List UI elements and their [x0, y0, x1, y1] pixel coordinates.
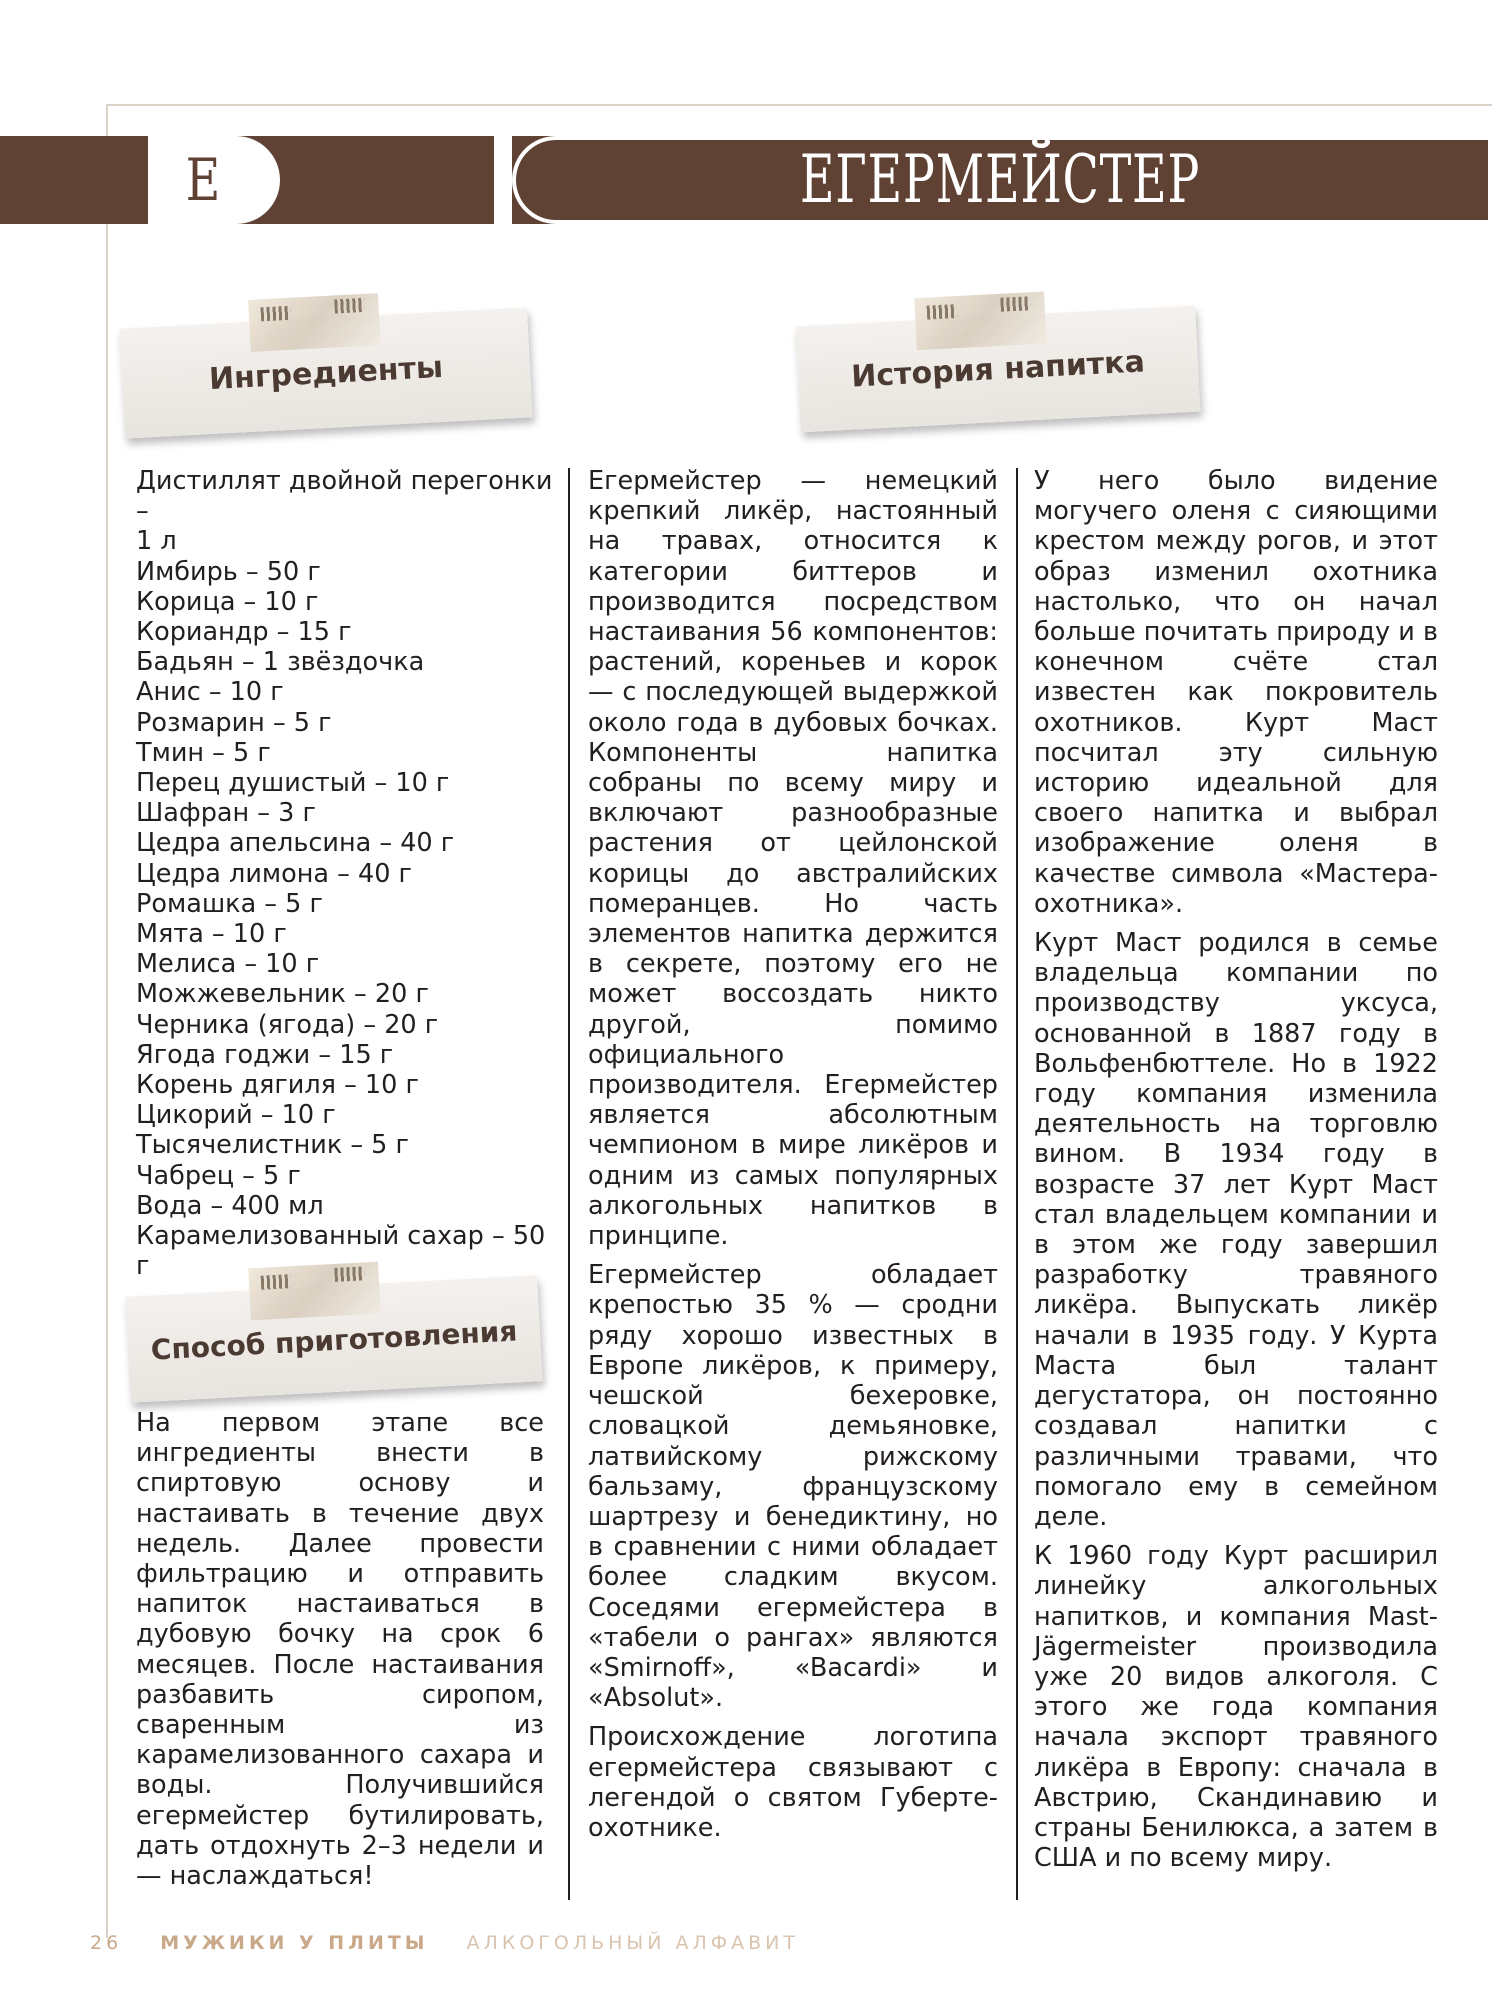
history-column-middle — [588, 466, 998, 1852]
history-heading: История напитка — [850, 344, 1146, 395]
history-paragraph: У него было видение могучего оленя с сияющими крестом между рогов, и этот образ изменил охотника настолько, что он начал больше почитать природу и в конечном счёте стал известен как покровитель охотников. Курт Маст посчитал эту сильную историю идеальной для своего напитка и выбрал изображение оленя в качестве символа «Мастера-охотника». — [1034, 466, 1438, 919]
ingredients-heading: Ингредиенты — [208, 349, 444, 398]
ingredient-item: Мята – 10 г — [136, 919, 287, 950]
ingredient-item: Шафран – 3 г — [136, 798, 316, 829]
section-letter: Е — [185, 146, 221, 214]
ingredient-item: Можжевельник – 20 г — [136, 979, 429, 1010]
tape-mark — [260, 306, 291, 322]
ingredients-list — [136, 466, 556, 1281]
ingredient-item: Ягода годжи – 15 г — [136, 1039, 394, 1070]
method-text: На первом этапе все ингредиенты внести в спиртовую основу и настаивать в течение двух недель. Далее провести фильтрацию и отправить напиток настаиваться в дубовую бочку на срок 6 месяцев. После настаивания разбавить сиропом, сваренным из карамелизованного сахара и воды. Получившийся егермейстер бутилировать, дать отдохнуть 2–3 недели и — наслаждаться! — [136, 1408, 544, 1892]
ingredient-item: Ромашка – 5 г — [136, 888, 323, 919]
ingredient-item: Мелиса – 10 г — [136, 949, 320, 980]
ingredient-item: Имбирь – 50 г — [136, 556, 321, 587]
ingredient-item: Вода – 400 мл — [136, 1190, 324, 1221]
tape-mark — [1000, 296, 1031, 312]
method-heading: Способ приготовления — [150, 1314, 519, 1367]
history-paragraph: Егермейстер — немецкий крепкий ликёр, настоянный на травах, относится к категории биттеров и производится посредством настаивания 56 компонентов: растений, кореньев и корок — с последующей выдержкой около года в дубовых бочках. Компоненты напитка собраны по всему миру и включают разнообразные растения от цейлонской корицы до австралийских померанцев. Но часть элементов напитка держится в секрете, поэтому его не может воссоздать никто другой, помимо официального производителя. Егермейстер является абсолютным чемпионом в мире ликёров и одним из самых популярных алкогольных напитков в принципе. — [588, 466, 998, 1252]
book-brand: МУЖИКИ У ПЛИТЫ — [160, 1932, 429, 1954]
history-paragraph: Курт Маст родился в семье владельца компании по производству уксуса, основанной в 1887 году в Вольфенбюттеле. Но в 1922 году компания изменила деятельность на торговлю вином. В 1934 году в возрасте 37 лет Курт Маст стал владельцем компании и в этом же году завершил разработку травяного ликёра. Выпускать ликёр начали в 1935 году. У Курта Маста был талант дегустатора, он постоянно создавал напитки с различными травами, что помогало ему в семейном деле. — [1034, 928, 1438, 1532]
page-title: ЕГЕРМЕЙСТЕР — [799, 141, 1201, 218]
page-footer — [90, 1932, 799, 1962]
column-divider — [1016, 468, 1018, 1900]
title-gap — [494, 136, 512, 224]
ingredient-item: Розмарин – 5 г — [136, 707, 332, 738]
history-paragraph: Егермейстер обладает крепостью 35 % — сродни ряду хорошо известных в Европе ликёров, к примеру, чешской бехеровке, словацкой демьяновке, латвийскому рижскому бальзаму, французскому шартрезу и бенедиктину, но в сравнении с ними обладает более сладким вкусом. Соседями егермейстера в «табели о рангах» являются «Smirnoff», «Bacardi» и «Absolut». — [588, 1260, 998, 1714]
history-paragraph: К 1960 году Курт расширил линейку алкогольных напитков, и компания Mast-Jägermeister производила уже 20 видов алкоголя. С этого же года компания начала экспорт травяного ликёра в Европу: сначала в Австрию, Скандинавию и страны Бенилюкса, а затем в США и по всему миру. — [1034, 1541, 1438, 1874]
ingredient-item: Цедра лимона – 40 г — [136, 858, 412, 889]
ingredient-item: Карамелизованный сахар – 50 г — [136, 1221, 546, 1282]
page-number: 26 — [90, 1932, 123, 1954]
ingredient-item: Дистиллят двойной перегонки – — [136, 466, 553, 527]
ingredient-item: Кориандр – 15 г — [136, 617, 352, 648]
book-section: АЛКОГОЛЬНЫЙ АЛФАВИТ — [466, 1932, 799, 1954]
tape-mark — [927, 304, 958, 320]
ingredient-item: 1 л — [136, 526, 177, 557]
history-label — [796, 306, 1201, 433]
ingredient-item: Анис – 10 г — [136, 677, 284, 708]
method-column — [136, 1408, 544, 1900]
ingredient-item: Тмин – 5 г — [136, 737, 271, 768]
tape-icon — [248, 293, 381, 352]
ingredient-item: Цедра апельсина – 40 г — [136, 828, 455, 859]
ingredient-item: Чабрец – 5 г — [136, 1160, 301, 1191]
ingredient-item: Черника (ягода) – 20 г — [136, 1009, 439, 1040]
ingredient-item: Бадьян – 1 звёздочка — [136, 647, 425, 678]
tape-mark — [334, 298, 365, 314]
history-paragraph: Происхождение логотипа егермейстера связывают с легендой о святом Губерте-охотнике. — [588, 1722, 998, 1843]
ingredients-column — [136, 466, 556, 1281]
ingredient-item: Цикорий – 10 г — [136, 1100, 336, 1131]
ingredient-item: Тысячелистник – 5 г — [136, 1130, 409, 1161]
ingredient-item: Корица – 10 г — [136, 586, 319, 617]
ingredient-item: Перец душистый – 10 г — [136, 768, 450, 799]
history-column-right — [1034, 466, 1438, 1882]
tape-icon — [914, 291, 1047, 350]
ingredient-item: Корень дягиля – 10 г — [136, 1070, 419, 1101]
method-label — [126, 1275, 543, 1402]
ingredients-label — [119, 307, 532, 438]
column-divider — [568, 468, 570, 1900]
